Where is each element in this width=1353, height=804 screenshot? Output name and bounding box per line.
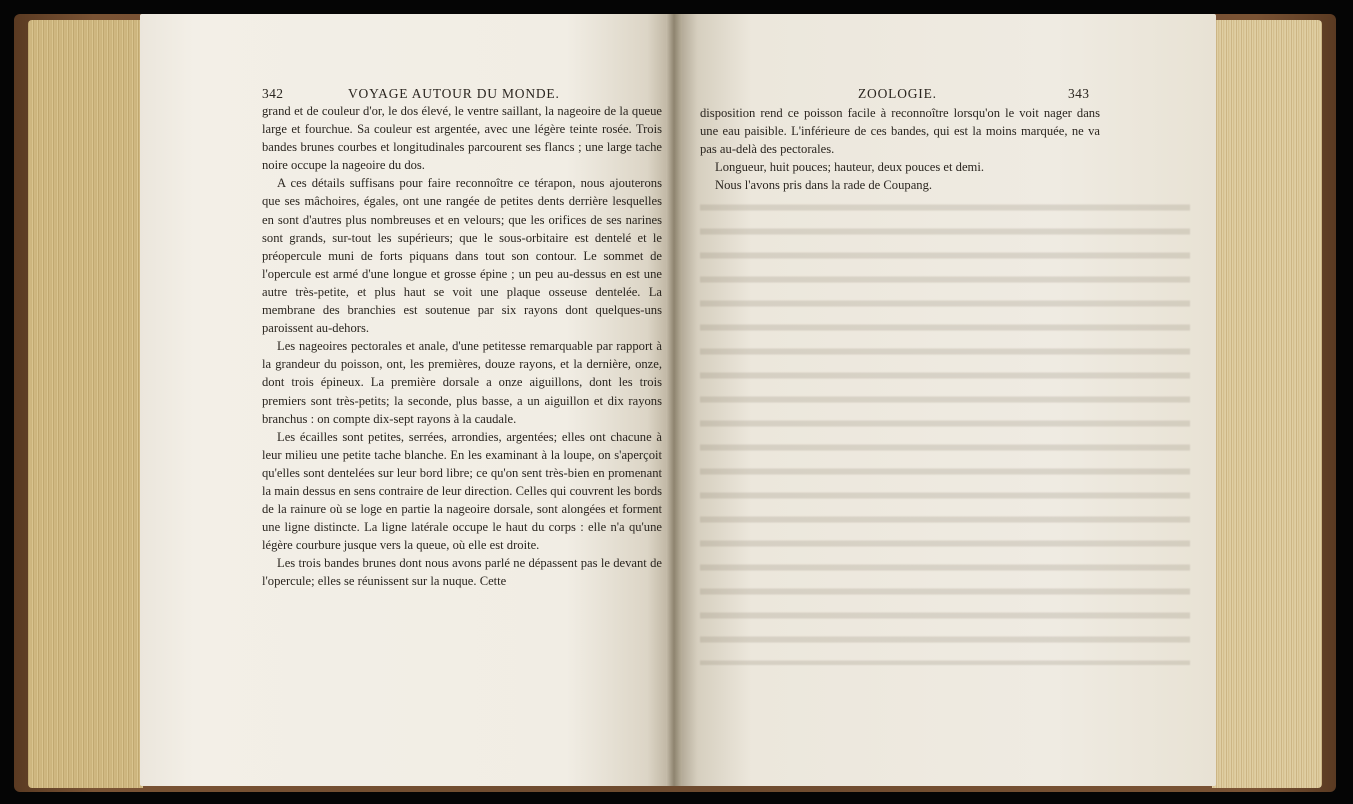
right-page-body xyxy=(700,104,1100,194)
left-paragraph-4: Les écailles sont petites, serrées, arrondies, argentées; elles ont chacune à leur milieu une petite tache blanche. En les examinant à la loupe, on s'aperçoit qu'elles sont dentelées sur leur bord libre; ce qu'on sent très-bien en promenant la main dessus en sens contraire de leur direction. Celles qui couvrent les bords de la rainure où se loge en partie la nageoire dorsale, sont alongées et forment une ligne distincte. La ligne latérale occupe le haut du corps : elle n'a qu'une légère courbure jusque vers la queue, où elle est droite. xyxy=(262,429,662,553)
book-gutter xyxy=(666,14,682,786)
right-page-number: 343 xyxy=(1068,86,1090,101)
left-paragraph-2: A ces détails suffisans pour faire reconnoître ce térapon, nous ajouterons que ses mâchoires, égales, ont une rangée de petites dents derrière lesquelles en sont d'autres plus nombreuses et en velours; que les orifices de ses narines sont grands, sur-tout les supérieurs; que le sous-orbitaire est dentelé et le préopercule muni de forts piquans dans tout son contour. Le sommet de l'opercule est armé d'une longue et grosse épine ; un peu au-dessus en est une autre très-petite, et plus haut se voit une plaque osseuse dentelée. La membrane des branchies est soutenue par six rayons dont quelques-uns paroissent au-dehors. xyxy=(262,176,662,336)
show-through-text xyxy=(700,195,1190,665)
right-paragraph-3: Nous l'avons pris dans la rade de Coupang. xyxy=(715,178,933,193)
left-running-title: VOYAGE AUTOUR DU MONDE. xyxy=(348,86,560,101)
left-paragraph-3: Les nageoires pectorales et anale, d'une petitesse remarquable par rapport à la grandeur du poisson, ont, les premières, douze rayons, et la dernière, onze, dont trois épineux. La première dorsale a onze aiguillons, dont les trois premiers sont très-petits; la seconde, plus basse, a un aiguillon et dix rayons branchus : on compte dix-sept rayons à la caudale. xyxy=(262,339,662,426)
left-page-number: 342 xyxy=(262,86,284,101)
left-page-body xyxy=(262,102,662,591)
right-paragraph-2: Longueur, huit pouces; hauteur, deux pouces et demi. xyxy=(715,160,984,175)
right-running-title: ZOOLOGIE. xyxy=(858,86,937,101)
left-page-edges xyxy=(28,20,143,788)
right-paragraph-1: disposition rend ce poisson facile à reconnoître lorsqu'on le voit nager dans une eau paisible. L'inférieure de ces bandes, qui est la moins marquée, ne va pas au-delà des pectorales. xyxy=(700,106,1100,157)
left-paragraph-5: Les trois bandes brunes dont nous avons parlé ne dépassent pas le devant de l'opercule; elles se réunissent sur la nuque. Cette xyxy=(262,556,662,589)
right-page-edges xyxy=(1212,20,1322,788)
left-paragraph-1: grand et de couleur d'or, le dos élevé, le ventre saillant, la nageoire de la queue large et fourchue. Sa couleur est argentée, avec une légère teinte rosée. Trois bandes brunes courbes et longitudinales parcourent ses flancs ; une large tache noire occupe la nageoire du dos. xyxy=(262,104,662,173)
